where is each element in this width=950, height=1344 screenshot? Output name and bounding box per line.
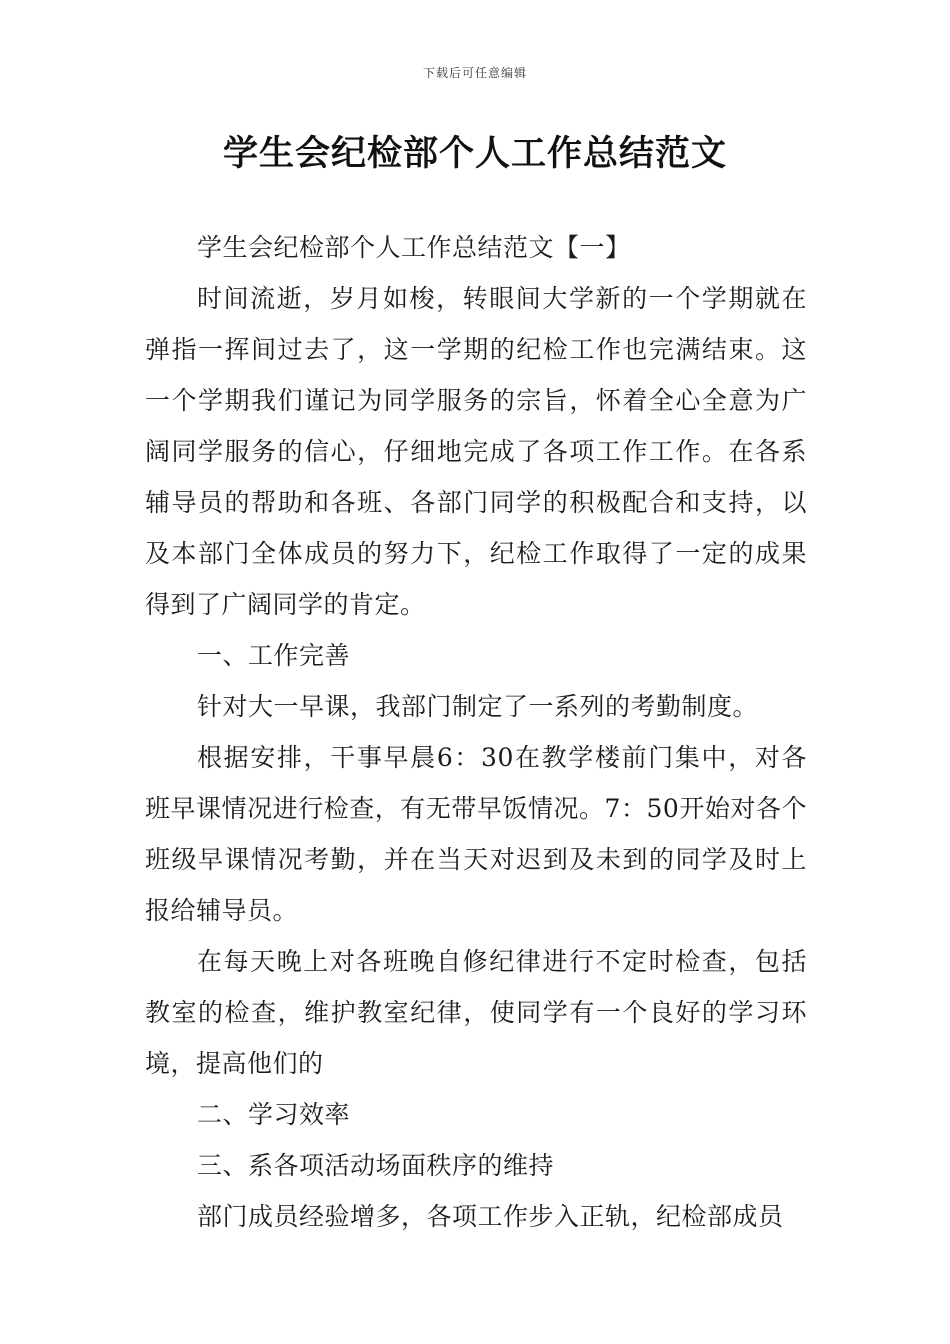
- header-note: 下载后可任意编辑: [422, 66, 527, 80]
- intro-paragraph: 时间流逝，岁月如梭，转眼间大学新的一个学期就在弹指一挥间过去了，这一学期的纪检工作也完满结束。这一个学期我们谨记为同学服务的宗旨，怀着全心全意为广阔同学服务的信心，仔细地完成了各项工作工作。在各系辅导员的帮助和各班、各部门同学的积极配合和支持，以及本部门全体成员的努力下，纪检工作取得了一定的成果得到了广阔同学的肯定。: [145, 284, 807, 619]
- document-body: [145, 222, 807, 1242]
- body-paragraph: 根据安排，干事早晨6：30在教学楼前门集中，对各班早课情况进行检查，有无带早饭情况。7：50开始对各个班级早课情况考勤，并在当天对迟到及未到的同学及时上报给辅导员。: [145, 743, 807, 925]
- body-paragraph: 针对大一早课，我部门制定了一系列的考勤制度。: [197, 692, 759, 721]
- section-heading-1: 一、工作完善: [197, 641, 351, 670]
- body-paragraph: 部门成员经验增多，各项工作步入正轨，纪检部成员: [197, 1202, 784, 1231]
- document-title: 学生会纪检部个人工作总结范文: [222, 134, 727, 174]
- body-paragraph: 在每天晚上对各班晚自修纪律进行不定时检查，包括教室的检查，维护教室纪律，使同学有一个良好的学习环境，提高他们的: [145, 947, 807, 1078]
- section-heading-2: 二、学习效率: [197, 1100, 351, 1129]
- subtitle-paragraph: 学生会纪检部个人工作总结范文【一】: [197, 233, 631, 262]
- section-heading-3: 三、系各项活动场面秩序的维持: [197, 1151, 555, 1180]
